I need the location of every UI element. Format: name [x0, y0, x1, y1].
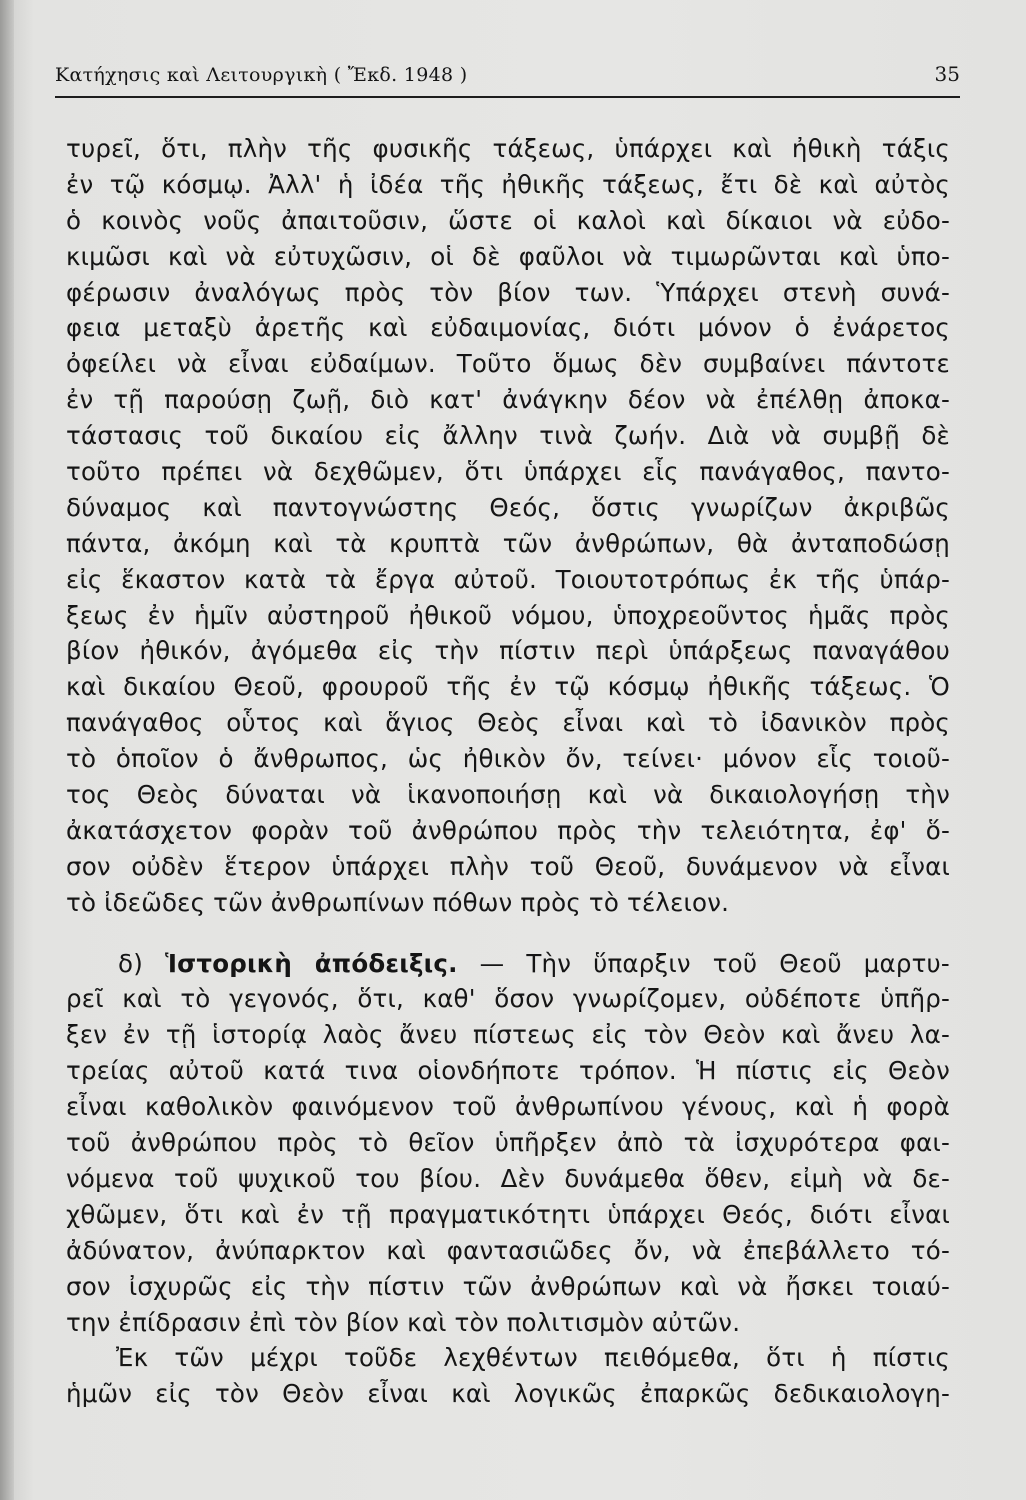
text-line: καὶ δικαίου Θεοῦ, φρουροῦ τῆς ἐν τῷ κόσμῳ ἠθικῆς τάξεως. Ὁ — [66, 672, 950, 702]
text-line: ἐν τῷ κόσμῳ. Ἀλλ' ἡ ἰδέα τῆς ἠθικῆς τάξεως, ἔτι δὲ καὶ αὐτὸς — [66, 169, 950, 199]
section-marker: δ) — [118, 948, 143, 978]
text-line: ὀφείλει νὰ εἶναι εὐδαίμων. Τοῦτο ὅμως δὲν συμβαίνει πάντοτε — [66, 349, 950, 379]
body-text — [66, 131, 950, 1412]
text-line: Ἐκ τῶν μέχρι τοῦδε λεχθέντων πειθόμεθα, ὅτι ἡ πίστις — [116, 1343, 950, 1373]
paragraph-moral-argument — [66, 131, 950, 921]
text-line: φεια μεταξὺ ἀρετῆς καὶ εὐδαιμονίας, διότι μόνον ὁ ἐνάρετος — [66, 313, 950, 343]
running-title: Κατήχησις καὶ Λειτουργικὴ ( Ἔκδ. 1948 ) — [55, 64, 468, 86]
text-line: ξεν ἐν τῇ ἱστορίᾳ λαὸς ἄνευ πίστεως εἰς τὸν Θεὸν καὶ ἄνευ λα- — [66, 1020, 950, 1050]
paragraph-conclusion — [66, 1340, 950, 1412]
text-line: πάντα, ἀκόμη καὶ τὰ κρυπτὰ τῶν ἀνθρώπων, θὰ ἀνταποδώσῃ — [66, 528, 950, 558]
text-line: ὁ κοινὸς νοῦς ἀπαιτοῦσιν, ὥστε οἱ καλοὶ καὶ δίκαιοι νὰ εὐδο- — [66, 205, 950, 235]
text-line: την ἐπίδρασιν ἐπὶ τὸν βίον καὶ τὸν πολιτισμὸν αὐτῶν. — [66, 1307, 741, 1337]
text-line: χθῶμεν, ὅτι καὶ ἐν τῇ πραγματικότητι ὑπάρχει Θεός, διότι εἶναι — [66, 1199, 950, 1229]
text-line: ξεως ἐν ἡμῖν αὐστηροῦ ἠθικοῦ νόμου, ὑποχρεοῦντος ἡμᾶς πρὸς — [66, 600, 950, 630]
text-line: σον ἰσχυρῶς εἰς τὴν πίστιν τῶν ἀνθρώπων καὶ νὰ ἤσκει τοιαύ- — [66, 1271, 950, 1301]
text-line: πανάγαθος οὗτος καὶ ἅγιος Θεὸς εἶναι καὶ τὸ ἰδανικὸν πρὸς — [66, 708, 950, 738]
text-line: τοῦτο πρέπει νὰ δεχθῶμεν, ὅτι ὑπάρχει εἷς πανάγαθος, παντο- — [66, 457, 950, 487]
text-line: τος Θεὸς δύναται νὰ ἱκανοποιήσῃ καὶ νὰ δικαιολογήσῃ τὴν — [66, 780, 950, 810]
text-line: εἰς ἕκαστον κατὰ τὰ ἔργα αὐτοῦ. Τοιουτοτρόπως ἐκ τῆς ὑπάρ- — [66, 564, 950, 594]
section-first-line — [66, 946, 950, 982]
text-line: βίον ἠθικόν, ἀγόμεθα εἰς τὴν πίστιν περὶ ὑπάρξεως παναγάθου — [66, 636, 950, 666]
text-line: ἀκατάσχετον φορὰν τοῦ ἀνθρώπου πρὸς τὴν τελειότητα, ἐφ' ὅ- — [66, 815, 950, 845]
text-line: τρείας αὐτοῦ κατά τινα οἱονδήποτε τρόπον. Ἡ πίστις εἰς Θεὸν — [66, 1056, 950, 1086]
text-line: νόμενα τοῦ ψυχικοῦ του βίου. Δὲν δυνάμεθα ὅθεν, εἰμὴ νὰ δε- — [66, 1163, 950, 1193]
text-line: τοῦ ἀνθρώπου πρὸς τὸ θεῖον ὑπῆρξεν ἀπὸ τὰ ἰσχυρότερα φαι- — [66, 1128, 950, 1158]
text-line: ἡμῶν εἰς τὸν Θεὸν εἶναι καὶ λογικῶς ἐπαρκῶς δεδικαιολογη- — [66, 1379, 950, 1409]
running-header — [55, 62, 960, 98]
text-line: φέρωσιν ἀναλόγως πρὸς τὸν βίον των. Ὑπάρχει στενὴ συνά- — [66, 277, 950, 307]
text-line: δύναμος καὶ παντογνώστης Θεός, ὅστις γνωρίζων ἀκριβῶς — [66, 492, 950, 522]
binding-edge — [0, 0, 14, 1500]
text-line: ἐν τῇ παρούσῃ ζωῇ, διὸ κατ' ἀνάγκην δέον νὰ ἐπέλθῃ ἀποκα- — [66, 385, 950, 415]
text-line: τάστασις τοῦ δικαίου εἰς ἄλλην τινὰ ζωήν. Διὰ νὰ συμβῇ δὲ — [66, 421, 950, 451]
text-line: εἶναι καθολικὸν φαινόμενον τοῦ ἀνθρωπίνου γένους, καὶ ἡ φορὰ — [66, 1092, 950, 1122]
text-line: ρεῖ καὶ τὸ γεγονός, ὅτι, καθ' ὅσον γνωρίζομεν, οὐδέποτε ὑπῆρ- — [66, 984, 950, 1014]
section-heading: Ἱστορικὴ ἀπόδειξις. — [164, 948, 458, 978]
text-line: τὸ ἰδεῶδες τῶν ἀνθρωπίνων πόθων πρὸς τὸ τέλειον. — [66, 887, 730, 917]
section-historical-argument — [66, 946, 950, 1341]
text-line: ἀδύνατον, ἀνύπαρκτον καὶ φαντασιῶδες ὄν, νὰ ἐπεβάλλετο τό- — [66, 1235, 950, 1265]
text-line: κιμῶσι καὶ νὰ εὐτυχῶσιν, οἱ δὲ φαῦλοι νὰ τιμωρῶνται καὶ ὑπο- — [66, 241, 950, 271]
text-line: σον οὐδὲν ἕτερον ὑπάρχει πλὴν τοῦ Θεοῦ, δυνάμενον νὰ εἶναι — [66, 851, 950, 881]
page-number: 35 — [934, 62, 960, 86]
section-first-line-text: — Τὴν ὕπαρξιν τοῦ Θεοῦ μαρτυ- — [479, 948, 950, 978]
text-line: τὸ ὁποῖον ὁ ἄνθρωπος, ὡς ἠθικὸν ὄν, τείνει· μόνον εἷς τοιοῦ- — [66, 744, 950, 774]
text-line: τυρεῖ, ὅτι, πλὴν τῆς φυσικῆς τάξεως, ὑπάρχει καὶ ἠθικὴ τάξις — [66, 134, 950, 163]
